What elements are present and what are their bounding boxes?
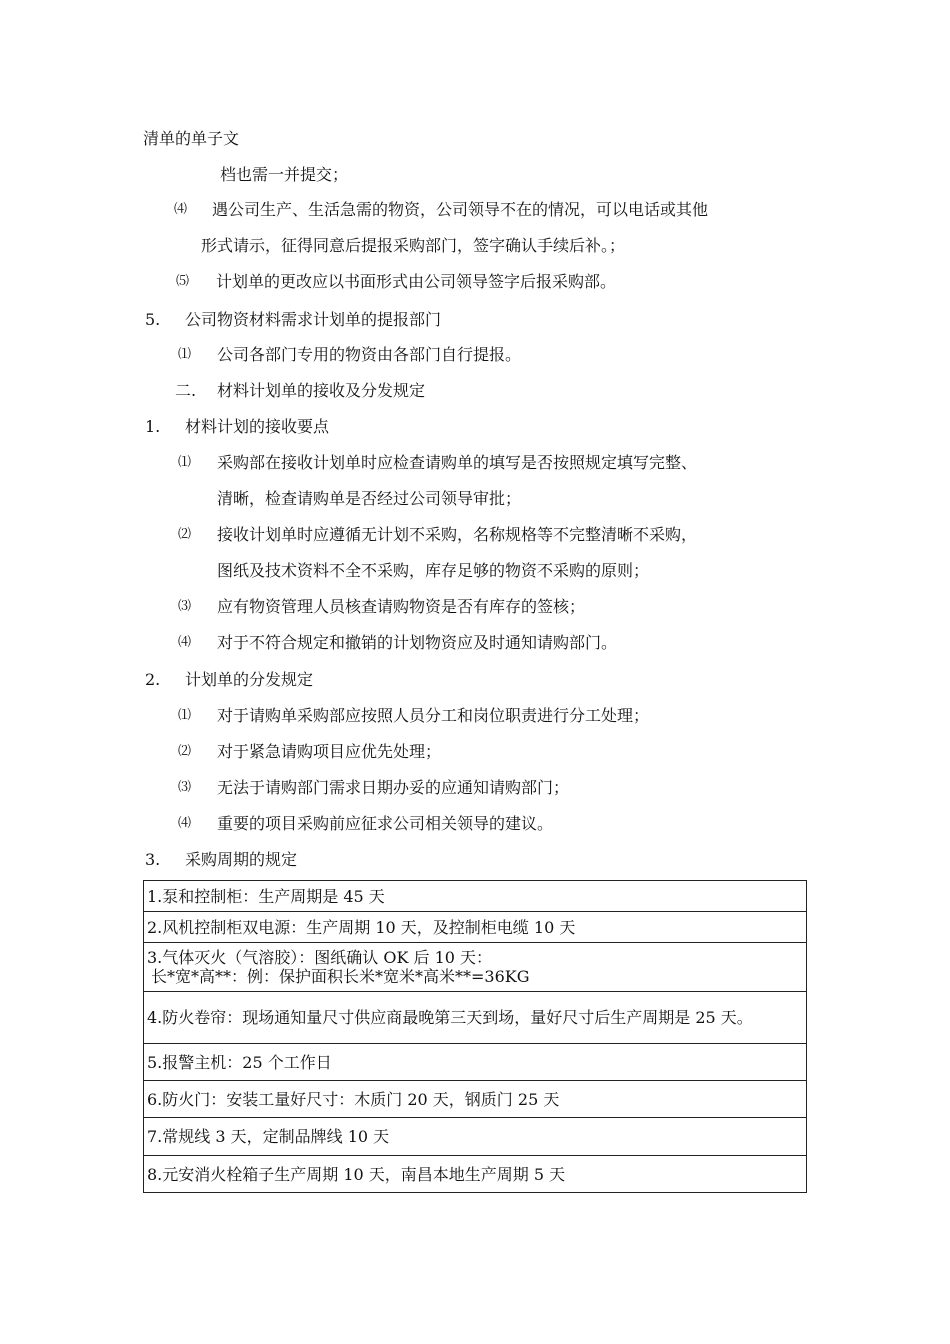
s2-item-1-number: ⑴ [178, 708, 192, 723]
table-row [144, 943, 807, 992]
s2-item-4-number: ⑷ [178, 816, 192, 831]
subsection-3-number: 3. [145, 850, 161, 869]
s1-item-4-number: ⑷ [178, 635, 192, 650]
table-row [144, 992, 807, 1044]
table-cell-line: 长*宽*高**：例：保护面积长米*宽米*高米**=36KG [151, 967, 530, 986]
s1-item-3-text: 应有物资管理人员核查请购物资是否有库存的签核； [217, 597, 586, 616]
s1-item-3-number: ⑶ [178, 599, 192, 614]
item-4-number: ⑷ [174, 202, 188, 217]
subsection-3-heading: 采购周期的规定 [185, 850, 298, 869]
part-2-heading: 材料计划单的接收及分发规定 [217, 381, 426, 400]
s2-item-3-text: 无法于请购部门需求日期办妥的应通知请购部门； [217, 778, 570, 797]
subsection-1-number: 1. [145, 417, 161, 436]
item-4-text-line-1: 遇公司生产、生活急需的物资，公司领导不在的情况，可以电话或其他 [212, 200, 709, 219]
item-5-number: ⑸ [176, 274, 190, 289]
s1-item-2-text-line-2: 图纸及技术资料不全不采购，库存足够的物资不采购的原则； [217, 561, 650, 580]
continued-text-line-1: 清单的单子文 [143, 129, 240, 148]
table-row [144, 1044, 807, 1081]
section-5-number: 5. [145, 310, 161, 329]
table-cell: 7.常规线 3 天，定制品牌线 10 天 [144, 1118, 807, 1156]
procurement-cycle-table [143, 880, 807, 1193]
s2-item-1-text: 对于请购单采购部应按照人员分工和岗位职责进行分工处理； [217, 706, 650, 725]
table-cell-line: 3.气体灭火（气溶胶）：图纸确认 OK 后 10 天： [147, 948, 493, 967]
s1-item-4-text: 对于不符合规定和撤销的计划物资应及时通知请购部门。 [217, 633, 618, 652]
s2-item-3-number: ⑶ [178, 780, 192, 795]
table-cell: 5.报警主机：25 个工作日 [144, 1044, 807, 1081]
subsection-1-heading: 材料计划的接收要点 [185, 417, 330, 436]
table-cell: 6.防火门：安装工量好尺寸：木质门 20 天，钢质门 25 天 [144, 1081, 807, 1118]
section-5-item-1-text: 公司各部门专用的物资由各部门自行提报。 [217, 345, 522, 364]
s2-item-4-text: 重要的项目采购前应征求公司相关领导的建议。 [217, 814, 554, 833]
part-2-number: 二. [175, 381, 197, 400]
table-row [144, 1118, 807, 1156]
section-5-heading: 公司物资材料需求计划单的提报部门 [185, 310, 442, 329]
table-cell: 1.泵和控制柜：生产周期是 45 天 [144, 881, 807, 912]
subsection-2-number: 2. [145, 670, 161, 689]
item-5-text: 计划单的更改应以书面形式由公司领导签字后报采购部。 [216, 272, 617, 291]
table-row [144, 912, 807, 943]
continued-text-line-2: 档也需一并提交； [220, 165, 349, 184]
s2-item-2-text: 对于紧急请购项目应优先处理； [217, 742, 442, 761]
s1-item-2-number: ⑵ [178, 527, 192, 542]
s1-item-1-text-line-1: 采购部在接收计划单时应检查请购单的填写是否按照规定填写完整、 [217, 453, 698, 472]
table-cell: 4.防火卷帘：现场通知量尺寸供应商最晚第三天到场，量好尺寸后生产周期是 25 天。 [144, 992, 807, 1044]
table-cell [144, 943, 807, 992]
table-row [144, 881, 807, 912]
table-row [144, 1156, 807, 1193]
table-row [144, 1081, 807, 1118]
item-4-text-line-2: 形式请示，征得同意后提报采购部门，签字确认手续后补。； [201, 236, 626, 255]
s1-item-2-text-line-1: 接收计划单时应遵循无计划不采购，名称规格等不完整清晰不采购， [217, 525, 698, 544]
s2-item-2-number: ⑵ [178, 744, 192, 759]
s1-item-1-text-line-2: 清晰，检查请购单是否经过公司领导审批； [217, 489, 522, 508]
section-5-item-1-number: ⑴ [178, 347, 192, 362]
s1-item-1-number: ⑴ [178, 455, 192, 470]
subsection-2-heading: 计划单的分发规定 [185, 670, 314, 689]
table-cell: 2.风机控制柜双电源：生产周期 10 天，及控制柜电缆 10 天 [144, 912, 807, 943]
table-cell: 8.元安消火栓箱子生产周期 10 天，南昌本地生产周期 5 天 [144, 1156, 807, 1193]
